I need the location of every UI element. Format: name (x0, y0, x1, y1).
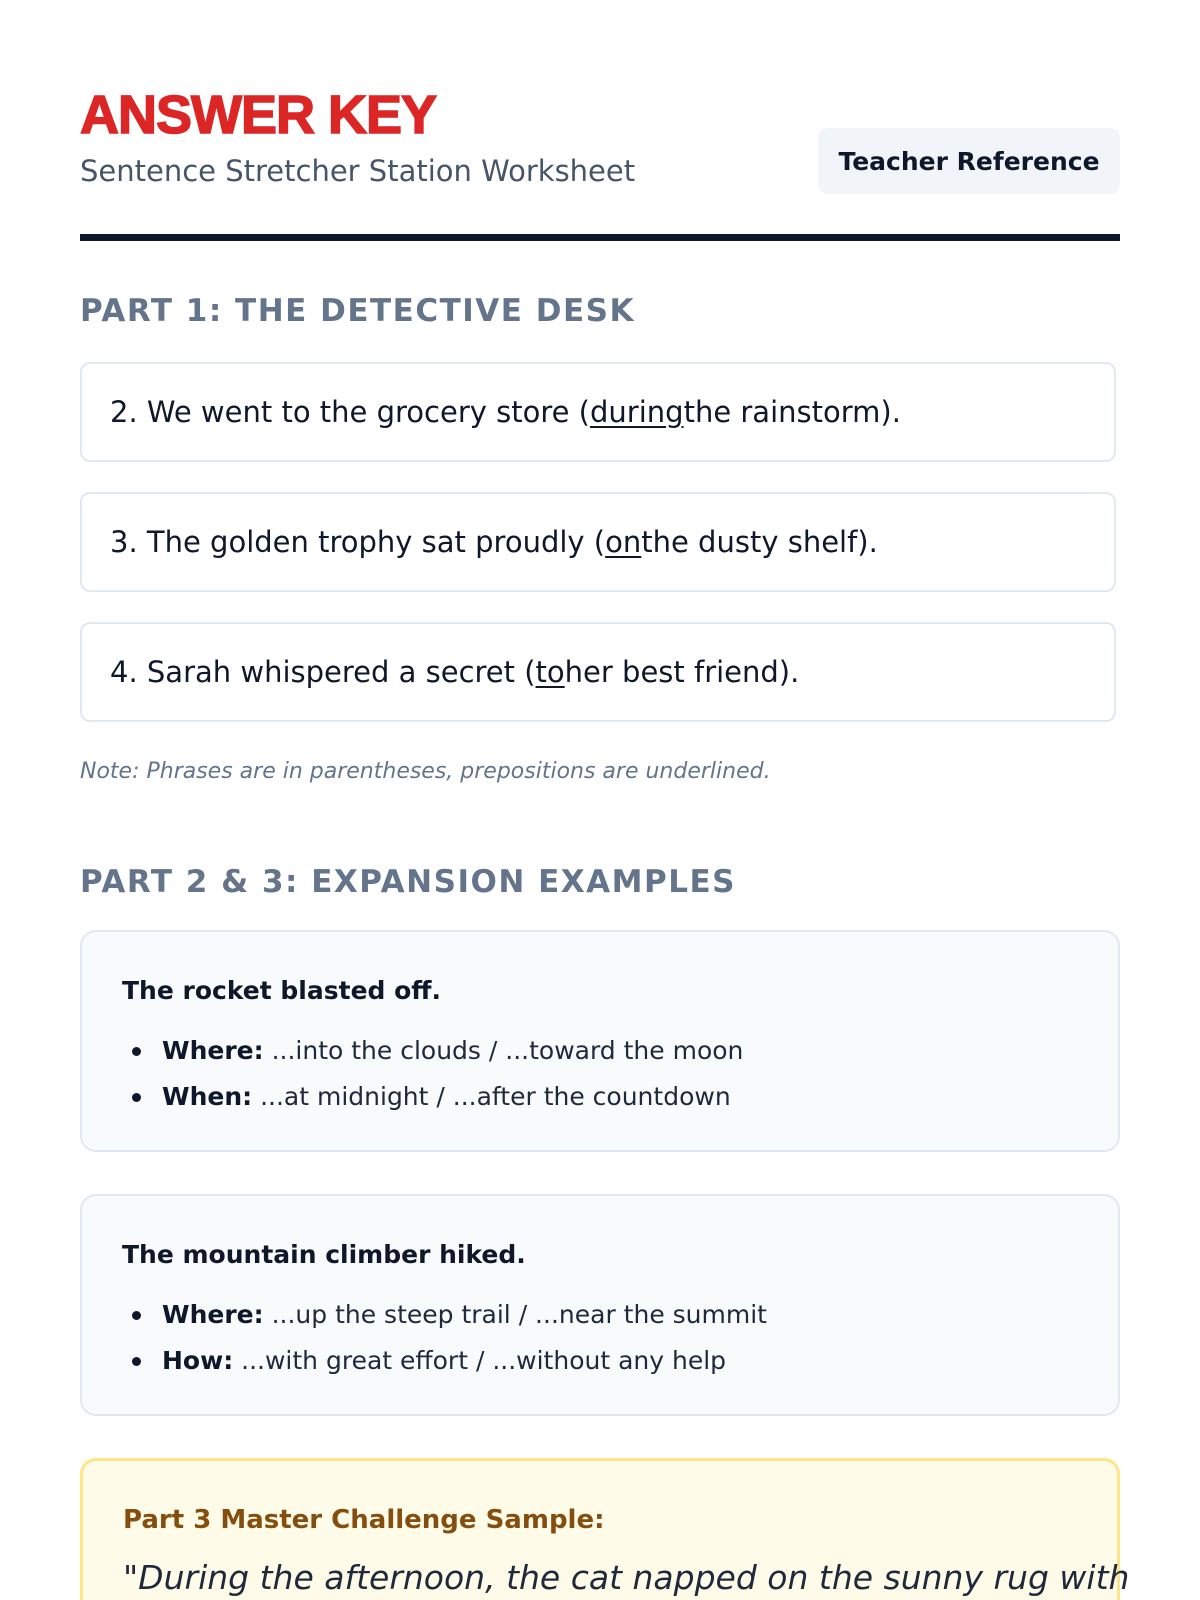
item-label: When: (162, 1082, 253, 1111)
bullet-icon (132, 1357, 141, 1366)
bullet-icon (132, 1311, 141, 1320)
example-sentence: The rocket blasted off. (122, 976, 442, 1005)
item-label: Where: (162, 1300, 264, 1329)
part1-heading: PART 1: THE DETECTIVE DESK (80, 293, 635, 329)
answer-text-after: the rainstorm). (683, 395, 901, 429)
page-subtitle: Sentence Stretcher Station Worksheet (80, 154, 636, 188)
answer-text-before: 3. The golden trophy sat proudly ( (110, 525, 606, 559)
answer-item (80, 622, 1116, 722)
item-text: ...with great effort / ...without any help (233, 1346, 727, 1375)
list-item (122, 1028, 743, 1074)
item-text: ...into the clouds / ...toward the moon (263, 1036, 744, 1065)
answer-text-after: her best friend). (564, 655, 800, 689)
bullet-icon (132, 1093, 141, 1102)
answer-item (80, 362, 1116, 462)
answer-item (80, 492, 1116, 592)
preposition: on (605, 525, 642, 559)
answer-text-before: 2. We went to the grocery store ( (110, 395, 591, 429)
example-list (122, 1028, 743, 1120)
header-divider (80, 234, 1120, 241)
list-item (122, 1292, 767, 1338)
header (80, 86, 1120, 242)
challenge-text: "During the afternoon, the cat napped on the sunny rug with (123, 1558, 1130, 1597)
answer-text-after: the dusty shelf). (641, 525, 878, 559)
example-card (80, 930, 1120, 1152)
list-item (122, 1074, 743, 1120)
challenge-title: Part 3 Master Challenge Sample: (123, 1505, 605, 1535)
page-title: ANSWER KEY (80, 85, 437, 145)
teacher-reference-badge: Teacher Reference (818, 128, 1120, 194)
list-item (122, 1338, 767, 1384)
example-card (80, 1194, 1120, 1416)
answer-text-before: 4. Sarah whispered a secret ( (110, 655, 536, 689)
bullet-icon (132, 1047, 141, 1056)
part1-note: Note: Phrases are in parentheses, prepositions are underlined. (80, 759, 771, 784)
part2-heading: PART 2 & 3: EXPANSION EXAMPLES (80, 864, 736, 900)
example-list (122, 1292, 767, 1384)
preposition: to (535, 655, 565, 689)
item-label: How: (162, 1346, 234, 1375)
preposition: during (590, 395, 684, 429)
example-sentence: The mountain climber hiked. (122, 1240, 526, 1269)
item-text: ...at midnight / ...after the countdown (252, 1082, 731, 1111)
master-challenge-card (80, 1458, 1130, 1600)
item-text: ...up the steep trail / ...near the summit (263, 1300, 767, 1329)
item-label: Where: (162, 1036, 264, 1065)
